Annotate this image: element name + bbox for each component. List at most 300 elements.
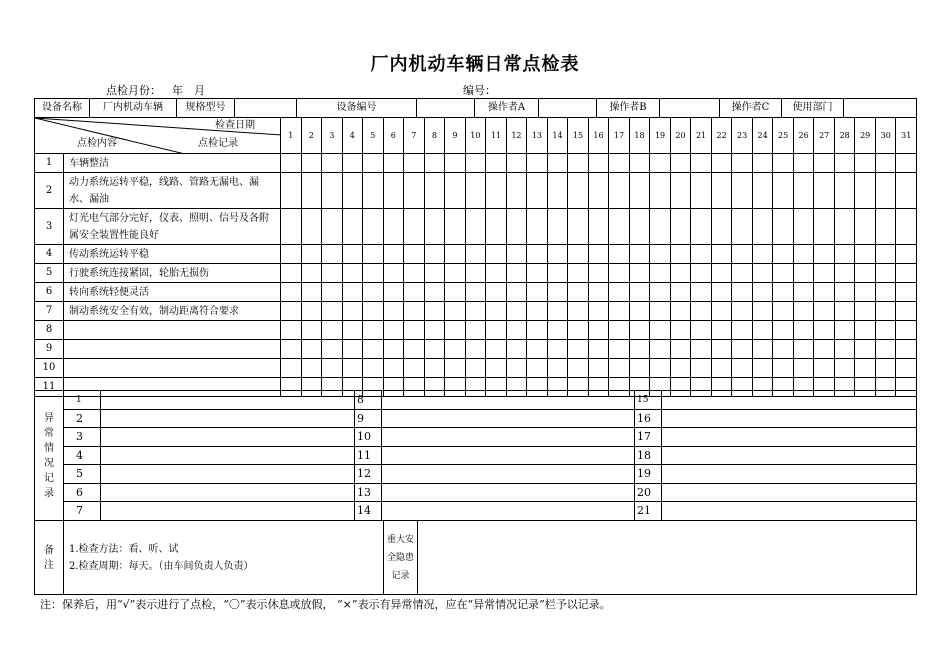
check-cell[interactable] xyxy=(424,283,445,302)
check-cell[interactable] xyxy=(342,283,363,302)
abnormal-entry-cell[interactable] xyxy=(382,447,635,465)
check-cell[interactable] xyxy=(383,264,404,283)
check-cell[interactable] xyxy=(793,302,814,321)
check-cell[interactable] xyxy=(609,245,630,264)
check-cell[interactable] xyxy=(527,245,548,264)
check-cell[interactable] xyxy=(404,264,425,283)
check-cell[interactable] xyxy=(752,359,773,378)
check-cell[interactable] xyxy=(568,340,589,359)
check-cell[interactable] xyxy=(568,302,589,321)
check-cell[interactable] xyxy=(875,173,896,209)
check-cell[interactable] xyxy=(383,209,404,245)
check-cell[interactable] xyxy=(711,264,732,283)
check-cell[interactable] xyxy=(486,209,507,245)
abnormal-entry-cell[interactable] xyxy=(101,410,355,428)
abnormal-entry-cell[interactable] xyxy=(101,447,355,465)
check-cell[interactable] xyxy=(465,283,486,302)
check-cell[interactable] xyxy=(793,173,814,209)
check-cell[interactable] xyxy=(363,359,384,378)
check-cell[interactable] xyxy=(752,340,773,359)
check-cell[interactable] xyxy=(875,245,896,264)
check-cell[interactable] xyxy=(814,264,835,283)
check-cell[interactable] xyxy=(773,302,794,321)
check-cell[interactable] xyxy=(383,321,404,340)
check-cell[interactable] xyxy=(896,283,917,302)
abnormal-entry-cell[interactable] xyxy=(382,391,635,410)
check-cell[interactable] xyxy=(281,283,302,302)
check-cell[interactable] xyxy=(445,154,466,173)
check-cell[interactable] xyxy=(814,154,835,173)
check-cell[interactable] xyxy=(547,173,568,209)
check-cell[interactable] xyxy=(465,359,486,378)
check-cell[interactable] xyxy=(588,209,609,245)
check-cell[interactable] xyxy=(650,359,671,378)
check-cell[interactable] xyxy=(752,321,773,340)
check-cell[interactable] xyxy=(855,209,876,245)
check-cell[interactable] xyxy=(773,173,794,209)
check-cell[interactable] xyxy=(547,340,568,359)
check-cell[interactable] xyxy=(486,340,507,359)
check-cell[interactable] xyxy=(404,245,425,264)
abnormal-entry-cell[interactable] xyxy=(382,484,635,502)
check-cell[interactable] xyxy=(363,302,384,321)
check-cell[interactable] xyxy=(875,302,896,321)
check-cell[interactable] xyxy=(609,264,630,283)
check-cell[interactable] xyxy=(834,283,855,302)
check-cell[interactable] xyxy=(670,340,691,359)
abnormal-entry-cell[interactable] xyxy=(662,391,917,410)
abnormal-entry-cell[interactable] xyxy=(382,428,635,447)
check-cell[interactable] xyxy=(363,173,384,209)
check-cell[interactable] xyxy=(834,209,855,245)
check-cell[interactable] xyxy=(650,173,671,209)
check-cell[interactable] xyxy=(629,173,650,209)
check-cell[interactable] xyxy=(486,154,507,173)
check-cell[interactable] xyxy=(609,173,630,209)
check-cell[interactable] xyxy=(322,173,343,209)
check-cell[interactable] xyxy=(486,359,507,378)
check-cell[interactable] xyxy=(814,173,835,209)
check-cell[interactable] xyxy=(752,245,773,264)
check-cell[interactable] xyxy=(383,359,404,378)
check-cell[interactable] xyxy=(896,173,917,209)
check-cell[interactable] xyxy=(691,154,712,173)
check-cell[interactable] xyxy=(732,283,753,302)
check-cell[interactable] xyxy=(568,359,589,378)
check-cell[interactable] xyxy=(793,283,814,302)
check-cell[interactable] xyxy=(568,264,589,283)
check-cell[interactable] xyxy=(773,264,794,283)
check-cell[interactable] xyxy=(465,340,486,359)
check-cell[interactable] xyxy=(834,302,855,321)
check-cell[interactable] xyxy=(834,173,855,209)
check-cell[interactable] xyxy=(527,283,548,302)
check-cell[interactable] xyxy=(588,173,609,209)
check-cell[interactable] xyxy=(383,340,404,359)
check-cell[interactable] xyxy=(404,321,425,340)
check-cell[interactable] xyxy=(711,173,732,209)
check-cell[interactable] xyxy=(465,264,486,283)
check-cell[interactable] xyxy=(650,321,671,340)
check-cell[interactable] xyxy=(896,359,917,378)
check-cell[interactable] xyxy=(281,154,302,173)
check-cell[interactable] xyxy=(896,209,917,245)
check-cell[interactable] xyxy=(793,321,814,340)
check-cell[interactable] xyxy=(322,302,343,321)
check-cell[interactable] xyxy=(773,154,794,173)
check-cell[interactable] xyxy=(363,340,384,359)
check-cell[interactable] xyxy=(301,340,322,359)
check-cell[interactable] xyxy=(752,154,773,173)
check-cell[interactable] xyxy=(732,209,753,245)
check-cell[interactable] xyxy=(486,283,507,302)
check-cell[interactable] xyxy=(404,154,425,173)
check-cell[interactable] xyxy=(875,264,896,283)
check-cell[interactable] xyxy=(527,340,548,359)
check-cell[interactable] xyxy=(691,264,712,283)
check-cell[interactable] xyxy=(650,154,671,173)
check-cell[interactable] xyxy=(342,359,363,378)
check-cell[interactable] xyxy=(404,209,425,245)
check-cell[interactable] xyxy=(363,264,384,283)
check-cell[interactable] xyxy=(732,302,753,321)
check-cell[interactable] xyxy=(691,209,712,245)
check-cell[interactable] xyxy=(896,264,917,283)
abnormal-entry-cell[interactable] xyxy=(101,391,355,410)
abnormal-entry-cell[interactable] xyxy=(662,465,917,484)
check-cell[interactable] xyxy=(445,321,466,340)
check-cell[interactable] xyxy=(670,154,691,173)
check-cell[interactable] xyxy=(465,302,486,321)
check-cell[interactable] xyxy=(691,302,712,321)
check-cell[interactable] xyxy=(445,264,466,283)
check-cell[interactable] xyxy=(793,359,814,378)
check-cell[interactable] xyxy=(383,302,404,321)
check-cell[interactable] xyxy=(322,245,343,264)
check-cell[interactable] xyxy=(691,283,712,302)
check-cell[interactable] xyxy=(629,302,650,321)
check-cell[interactable] xyxy=(445,283,466,302)
check-cell[interactable] xyxy=(527,154,548,173)
check-cell[interactable] xyxy=(711,283,732,302)
check-cell[interactable] xyxy=(650,264,671,283)
device-no-value-cell[interactable] xyxy=(417,99,475,118)
check-cell[interactable] xyxy=(486,302,507,321)
check-cell[interactable] xyxy=(670,209,691,245)
check-cell[interactable] xyxy=(281,245,302,264)
check-cell[interactable] xyxy=(547,283,568,302)
abnormal-entry-cell[interactable] xyxy=(101,465,355,484)
check-cell[interactable] xyxy=(465,154,486,173)
check-cell[interactable] xyxy=(670,283,691,302)
check-cell[interactable] xyxy=(650,302,671,321)
check-cell[interactable] xyxy=(281,209,302,245)
check-cell[interactable] xyxy=(445,340,466,359)
check-cell[interactable] xyxy=(588,154,609,173)
check-cell[interactable] xyxy=(301,245,322,264)
check-cell[interactable] xyxy=(363,245,384,264)
check-cell[interactable] xyxy=(773,245,794,264)
check-cell[interactable] xyxy=(281,302,302,321)
check-cell[interactable] xyxy=(711,321,732,340)
check-cell[interactable] xyxy=(691,340,712,359)
check-cell[interactable] xyxy=(732,154,753,173)
check-cell[interactable] xyxy=(445,245,466,264)
check-cell[interactable] xyxy=(568,173,589,209)
abnormal-entry-cell[interactable] xyxy=(101,484,355,502)
abnormal-entry-cell[interactable] xyxy=(382,465,635,484)
check-cell[interactable] xyxy=(629,209,650,245)
check-cell[interactable] xyxy=(547,264,568,283)
check-cell[interactable] xyxy=(424,245,445,264)
check-cell[interactable] xyxy=(609,359,630,378)
check-cell[interactable] xyxy=(486,173,507,209)
check-cell[interactable] xyxy=(568,321,589,340)
check-cell[interactable] xyxy=(896,340,917,359)
check-cell[interactable] xyxy=(363,154,384,173)
check-cell[interactable] xyxy=(814,302,835,321)
check-cell[interactable] xyxy=(342,302,363,321)
check-cell[interactable] xyxy=(650,245,671,264)
check-cell[interactable] xyxy=(670,264,691,283)
check-cell[interactable] xyxy=(896,245,917,264)
check-cell[interactable] xyxy=(793,340,814,359)
check-cell[interactable] xyxy=(506,209,527,245)
check-cell[interactable] xyxy=(527,359,548,378)
check-cell[interactable] xyxy=(650,340,671,359)
check-cell[interactable] xyxy=(445,173,466,209)
check-cell[interactable] xyxy=(834,245,855,264)
check-cell[interactable] xyxy=(588,264,609,283)
check-cell[interactable] xyxy=(732,173,753,209)
abnormal-entry-cell[interactable] xyxy=(101,502,355,521)
check-cell[interactable] xyxy=(342,340,363,359)
check-cell[interactable] xyxy=(404,340,425,359)
check-cell[interactable] xyxy=(629,264,650,283)
check-cell[interactable] xyxy=(875,209,896,245)
check-cell[interactable] xyxy=(486,245,507,264)
check-cell[interactable] xyxy=(301,302,322,321)
check-cell[interactable] xyxy=(875,321,896,340)
check-cell[interactable] xyxy=(588,340,609,359)
check-cell[interactable] xyxy=(752,173,773,209)
check-cell[interactable] xyxy=(424,264,445,283)
check-cell[interactable] xyxy=(322,321,343,340)
check-cell[interactable] xyxy=(424,359,445,378)
check-cell[interactable] xyxy=(342,209,363,245)
check-cell[interactable] xyxy=(363,209,384,245)
abnormal-entry-cell[interactable] xyxy=(662,484,917,502)
check-cell[interactable] xyxy=(301,264,322,283)
check-cell[interactable] xyxy=(465,209,486,245)
check-cell[interactable] xyxy=(814,209,835,245)
check-cell[interactable] xyxy=(506,321,527,340)
check-cell[interactable] xyxy=(773,359,794,378)
check-cell[interactable] xyxy=(281,359,302,378)
check-cell[interactable] xyxy=(301,321,322,340)
operator-a-value-cell[interactable] xyxy=(539,99,597,118)
check-cell[interactable] xyxy=(855,154,876,173)
check-cell[interactable] xyxy=(629,154,650,173)
check-cell[interactable] xyxy=(424,173,445,209)
check-cell[interactable] xyxy=(383,173,404,209)
check-cell[interactable] xyxy=(609,340,630,359)
check-cell[interactable] xyxy=(506,264,527,283)
check-cell[interactable] xyxy=(875,340,896,359)
check-cell[interactable] xyxy=(855,245,876,264)
check-cell[interactable] xyxy=(732,359,753,378)
abnormal-entry-cell[interactable] xyxy=(382,410,635,428)
check-cell[interactable] xyxy=(547,154,568,173)
check-cell[interactable] xyxy=(629,321,650,340)
check-cell[interactable] xyxy=(342,154,363,173)
check-cell[interactable] xyxy=(875,359,896,378)
check-cell[interactable] xyxy=(568,209,589,245)
check-cell[interactable] xyxy=(793,154,814,173)
check-cell[interactable] xyxy=(322,340,343,359)
check-cell[interactable] xyxy=(568,283,589,302)
check-cell[interactable] xyxy=(834,264,855,283)
check-cell[interactable] xyxy=(281,340,302,359)
check-cell[interactable] xyxy=(322,283,343,302)
check-cell[interactable] xyxy=(404,359,425,378)
check-cell[interactable] xyxy=(814,359,835,378)
check-cell[interactable] xyxy=(404,173,425,209)
check-cell[interactable] xyxy=(486,321,507,340)
check-cell[interactable] xyxy=(547,209,568,245)
check-cell[interactable] xyxy=(814,340,835,359)
hazard-record-cell[interactable] xyxy=(418,521,917,595)
check-cell[interactable] xyxy=(732,340,753,359)
check-cell[interactable] xyxy=(424,321,445,340)
check-cell[interactable] xyxy=(383,154,404,173)
check-cell[interactable] xyxy=(588,359,609,378)
check-cell[interactable] xyxy=(424,209,445,245)
check-cell[interactable] xyxy=(609,283,630,302)
check-cell[interactable] xyxy=(629,359,650,378)
check-cell[interactable] xyxy=(322,359,343,378)
check-cell[interactable] xyxy=(896,302,917,321)
check-cell[interactable] xyxy=(670,359,691,378)
check-cell[interactable] xyxy=(465,173,486,209)
check-cell[interactable] xyxy=(363,321,384,340)
check-cell[interactable] xyxy=(588,283,609,302)
check-cell[interactable] xyxy=(711,245,732,264)
check-cell[interactable] xyxy=(527,264,548,283)
check-cell[interactable] xyxy=(711,302,732,321)
check-cell[interactable] xyxy=(875,154,896,173)
check-cell[interactable] xyxy=(588,302,609,321)
check-cell[interactable] xyxy=(281,173,302,209)
check-cell[interactable] xyxy=(547,302,568,321)
check-cell[interactable] xyxy=(342,173,363,209)
check-cell[interactable] xyxy=(301,154,322,173)
abnormal-entry-cell[interactable] xyxy=(662,428,917,447)
check-cell[interactable] xyxy=(732,245,753,264)
check-cell[interactable] xyxy=(814,245,835,264)
check-cell[interactable] xyxy=(506,283,527,302)
check-cell[interactable] xyxy=(855,302,876,321)
check-cell[interactable] xyxy=(342,245,363,264)
check-cell[interactable] xyxy=(506,302,527,321)
check-cell[interactable] xyxy=(814,283,835,302)
check-cell[interactable] xyxy=(896,321,917,340)
check-cell[interactable] xyxy=(281,321,302,340)
check-cell[interactable] xyxy=(445,302,466,321)
check-cell[interactable] xyxy=(486,264,507,283)
check-cell[interactable] xyxy=(404,283,425,302)
abnormal-entry-cell[interactable] xyxy=(101,428,355,447)
check-cell[interactable] xyxy=(281,264,302,283)
check-cell[interactable] xyxy=(834,154,855,173)
check-cell[interactable] xyxy=(650,209,671,245)
check-cell[interactable] xyxy=(773,283,794,302)
check-cell[interactable] xyxy=(506,245,527,264)
check-cell[interactable] xyxy=(855,340,876,359)
operator-b-value-cell[interactable] xyxy=(660,99,720,118)
check-cell[interactable] xyxy=(383,245,404,264)
check-cell[interactable] xyxy=(445,209,466,245)
check-cell[interactable] xyxy=(588,245,609,264)
check-cell[interactable] xyxy=(547,321,568,340)
check-cell[interactable] xyxy=(506,340,527,359)
check-cell[interactable] xyxy=(670,245,691,264)
check-cell[interactable] xyxy=(322,154,343,173)
dept-value-cell[interactable] xyxy=(844,99,917,118)
check-cell[interactable] xyxy=(547,245,568,264)
check-cell[interactable] xyxy=(322,264,343,283)
model-value-cell[interactable] xyxy=(235,99,297,118)
check-cell[interactable] xyxy=(793,245,814,264)
check-cell[interactable] xyxy=(506,154,527,173)
check-cell[interactable] xyxy=(609,209,630,245)
check-cell[interactable] xyxy=(568,245,589,264)
check-cell[interactable] xyxy=(834,359,855,378)
check-cell[interactable] xyxy=(834,321,855,340)
check-cell[interactable] xyxy=(629,283,650,302)
check-cell[interactable] xyxy=(732,264,753,283)
check-cell[interactable] xyxy=(855,173,876,209)
abnormal-entry-cell[interactable] xyxy=(662,502,917,521)
check-cell[interactable] xyxy=(465,245,486,264)
check-cell[interactable] xyxy=(752,209,773,245)
check-cell[interactable] xyxy=(609,154,630,173)
check-cell[interactable] xyxy=(588,321,609,340)
check-cell[interactable] xyxy=(301,173,322,209)
abnormal-entry-cell[interactable] xyxy=(662,447,917,465)
check-cell[interactable] xyxy=(814,321,835,340)
check-cell[interactable] xyxy=(424,302,445,321)
check-cell[interactable] xyxy=(711,209,732,245)
check-cell[interactable] xyxy=(527,321,548,340)
check-cell[interactable] xyxy=(855,359,876,378)
check-cell[interactable] xyxy=(875,283,896,302)
check-cell[interactable] xyxy=(691,245,712,264)
check-cell[interactable] xyxy=(547,359,568,378)
check-cell[interactable] xyxy=(773,209,794,245)
check-cell[interactable] xyxy=(301,209,322,245)
check-cell[interactable] xyxy=(896,154,917,173)
check-cell[interactable] xyxy=(711,359,732,378)
check-cell[interactable] xyxy=(629,245,650,264)
abnormal-entry-cell[interactable] xyxy=(662,410,917,428)
check-cell[interactable] xyxy=(732,321,753,340)
check-cell[interactable] xyxy=(773,340,794,359)
check-cell[interactable] xyxy=(793,209,814,245)
check-cell[interactable] xyxy=(465,321,486,340)
check-cell[interactable] xyxy=(773,321,794,340)
check-cell[interactable] xyxy=(527,302,548,321)
